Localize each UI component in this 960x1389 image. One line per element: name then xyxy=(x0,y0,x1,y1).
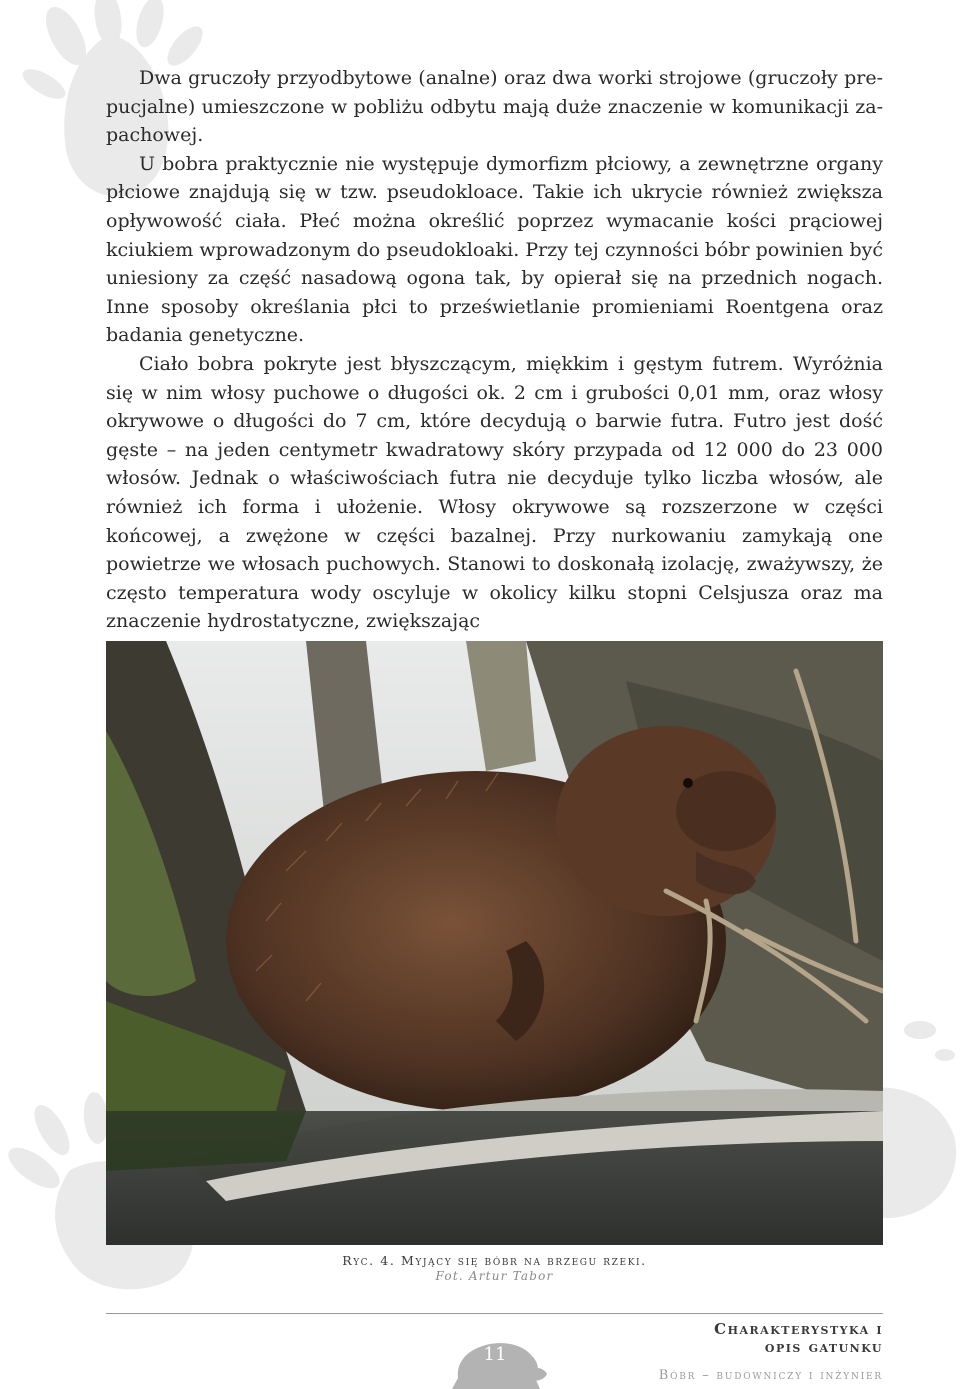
paragraph: U bobra praktycznie nie występuje dymorfizm płciowy, a zewnętrzne organy płciowe znajdują się w tzw. pseudokloace. Takie ich ukrycie również zwiększa opływowość ciała. Płeć można określić poprzez wymacanie kości prąciowej kciukiem wprowadzonym do pseudokloaki. Przy tej czynności bóbr powinien być uniesiony za część nasadową ogona tak, by opierał się na przednich nogach. Inne sposoby określania płci to prześwietlanie promieniami Roentgena oraz badania genetyczne. xyxy=(106,152,883,347)
running-footer xyxy=(659,1320,883,1383)
section-title: Charakterystyka i opis gatunku xyxy=(714,1320,883,1356)
paragraph: Ciało bobra pokryte jest błyszczącym, miękkim i gęstym futrem. Wyróżnia się w nim włosy puchowe o długości ok. 2 cm i grubości 0,01 mm, oraz włosy okrywowe o długości do 7 cm, które decydują o barwie futra. Futro jest dość gęste – na jeden centymetr kwadratowy skóry przypada od 12 000 do 23 000 włosów. Jednak o właściwościach futra nie decyduje tylko liczba włosów, ale również ich forma i ułożenie. Włosy okrywowe są rozszerzone w części końcowej, a zwężone w części bazalnej. Przy nurkowaniu zamykają one powietrze we włosach puchowych. Stanowi to doskonałą izolację, zważywszy, że często temperatura wody oscyluje w okolicy kilku stopni Celsjusza oraz ma znaczenie hydrostatyczne, zwiększając xyxy=(106,352,883,633)
footer-divider xyxy=(106,1313,883,1314)
book-title: Bóbr – budowniczy i inżynier xyxy=(658,1368,883,1383)
page-number: 11 xyxy=(483,1344,507,1365)
paragraph: Dwa gruczoły przyodbytowe (analne) oraz dwa worki strojowe (gruczoły prepucjalne) umieszczone w pobliżu odbytu mają duże znaczenie w komunikacji zapachowej. xyxy=(106,67,883,147)
caption-title: Ryc. 4. Myjący się bóbr na brzegu rzeki. xyxy=(342,1253,647,1268)
figure-caption xyxy=(106,1253,883,1283)
beaver-photo xyxy=(106,641,883,1245)
page-number-badge xyxy=(448,1330,548,1389)
photo-credit: Fot. Artur Tabor xyxy=(435,1269,554,1283)
body-text xyxy=(106,64,883,636)
